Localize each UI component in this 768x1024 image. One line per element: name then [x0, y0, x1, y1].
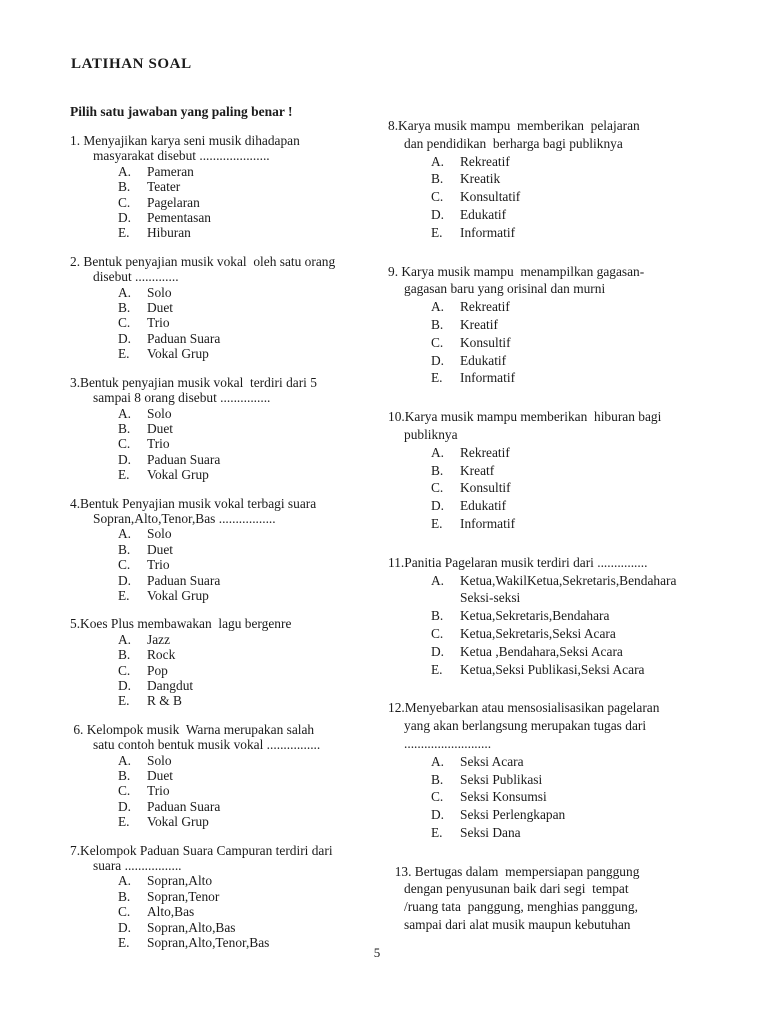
question: [70, 616, 384, 708]
option-text: [147, 164, 384, 179]
question-text: 13. Bertugas dalam mempersiapan panggung: [388, 863, 640, 879]
question-text: 7.Kelompok Paduan Suara Campuran terdiri dari: [70, 842, 333, 858]
option-text: [147, 799, 384, 814]
option-letter: B.: [118, 179, 131, 195]
option-text: [147, 889, 384, 904]
answer-option: [388, 771, 742, 789]
option-text-line: Rekreatif: [460, 444, 510, 460]
answer-option: [70, 783, 384, 798]
question-text: 4.Bentuk Penyajian musik vokal terbagi suara: [70, 495, 317, 511]
option-letter: E.: [431, 370, 443, 386]
option-letter: D.: [118, 330, 132, 346]
option-text-line: Solo: [147, 752, 172, 768]
option-text: [147, 179, 384, 194]
answer-option: [388, 369, 742, 387]
option-text: [147, 346, 384, 361]
question: [70, 843, 384, 951]
question: [70, 496, 384, 604]
question: [388, 863, 742, 934]
option-letter: C.: [431, 625, 444, 641]
question-text: 3.Bentuk penyajian musik vokal terdiri dari 5: [70, 374, 317, 390]
option-text: [460, 188, 742, 206]
option-text-line: Sopran,Alto,Bas: [147, 919, 236, 935]
option-letter: D.: [118, 451, 132, 467]
option-text: [147, 573, 384, 588]
option-text-line: Edukatif: [460, 498, 507, 514]
option-text-line: Seksi Konsumsi: [460, 789, 547, 805]
option-letter: B.: [431, 608, 444, 624]
question: [388, 263, 742, 388]
option-text-line: Vokal Grup: [147, 814, 209, 830]
answer-option: [388, 625, 742, 643]
option-text: [147, 542, 384, 557]
answer-option: [388, 643, 742, 661]
option-text: [460, 607, 742, 625]
answer-option: [70, 542, 384, 557]
option-letter: B.: [118, 541, 131, 557]
question: [388, 554, 742, 679]
answer-option: [388, 806, 742, 824]
option-letter: B.: [431, 462, 444, 478]
option-text-line: Ketua,WakilKetua,Sekretaris,Bendahara: [460, 572, 677, 588]
answer-option: [70, 315, 384, 330]
option-text: [147, 663, 384, 678]
option-text: [460, 771, 742, 789]
option-text-line: Rock: [147, 647, 176, 663]
answer-option: [388, 462, 742, 480]
option-text-line: Hiburan: [147, 225, 191, 241]
option-letter: C.: [118, 557, 131, 573]
answer-option: [70, 452, 384, 467]
answer-option: [388, 788, 742, 806]
answer-option: [70, 195, 384, 210]
answer-option: [388, 515, 742, 533]
answer-option: [388, 497, 742, 515]
option-letter: C.: [431, 480, 444, 496]
answer-option: [70, 814, 384, 829]
option-text: [460, 479, 742, 497]
option-text-line: Seksi Dana: [460, 824, 521, 840]
option-letter: E.: [118, 225, 130, 241]
answer-option: [70, 526, 384, 541]
option-letter: E.: [431, 661, 443, 677]
option-text: [460, 462, 742, 480]
question-text: disebut .............: [93, 269, 179, 285]
option-letter: D.: [431, 807, 445, 823]
option-text-line: Vokal Grup: [147, 346, 209, 362]
question-text: 8.Karya musik mampu memberikan pelajaran: [388, 118, 640, 133]
option-letter: C.: [431, 189, 444, 205]
answer-option: [70, 557, 384, 572]
option-text-line: Ketua,Sekretaris,Seksi Acara: [460, 625, 616, 641]
right-column: [388, 117, 742, 955]
answer-option: [388, 753, 742, 771]
option-text-line: Trio: [147, 315, 170, 331]
question-text: sampai dari alat musik maupun kebutuhan: [404, 917, 631, 933]
option-text-line: Sopran,Alto,Tenor,Bas: [147, 935, 270, 951]
option-text: [460, 170, 742, 188]
option-text-line: Kreatik: [460, 171, 501, 187]
question-text: suara .................: [93, 858, 182, 874]
option-text-line: Informatif: [460, 224, 516, 240]
question-text: dan pendidikan berharga bagi publiknya: [404, 135, 623, 151]
option-text: [460, 206, 742, 224]
option-text-line: Seksi Perlengkapan: [460, 807, 566, 823]
answer-option: [388, 298, 742, 316]
option-text: [147, 904, 384, 919]
option-text-line: Solo: [147, 405, 172, 421]
question-text: 1. Menyajikan karya seni musik dihadapan: [70, 133, 300, 148]
option-text-line: Paduan Suara: [147, 572, 221, 588]
option-text: [147, 814, 384, 829]
option-text: [460, 497, 742, 515]
question-text: Sopran,Alto,Tenor,Bas .................: [93, 510, 276, 526]
option-letter: C.: [118, 783, 131, 799]
question-text: satu contoh bentuk musik vokal ................: [93, 737, 321, 753]
option-letter: A.: [431, 153, 445, 169]
option-text: [147, 436, 384, 451]
option-text: [147, 300, 384, 315]
answer-option: [70, 873, 384, 888]
option-text-line: Duet: [147, 768, 174, 784]
option-text-line: Trio: [147, 436, 170, 452]
question: [388, 699, 742, 841]
option-text-line: Vokal Grup: [147, 587, 209, 603]
option-text: [147, 195, 384, 210]
option-letter: E.: [431, 824, 443, 840]
option-letter: A.: [118, 405, 132, 421]
option-letter: D.: [431, 498, 445, 514]
option-text: [460, 806, 742, 824]
answer-option: [388, 334, 742, 352]
option-text: [147, 526, 384, 541]
option-text-line: Konsultif: [460, 334, 511, 350]
option-text-line: Kreatif: [460, 316, 498, 332]
question-text: yang akan berlangsung merupakan tugas dari: [404, 718, 647, 734]
option-text: [460, 625, 742, 643]
answer-option: [70, 799, 384, 814]
option-text-line: Dangdut: [147, 678, 194, 693]
option-letter: E.: [118, 693, 130, 709]
option-letter: C.: [118, 904, 131, 920]
option-letter: C.: [118, 662, 131, 678]
question: [70, 722, 384, 830]
option-text-line: Pop: [147, 662, 168, 678]
option-letter: D.: [431, 643, 445, 659]
answer-option: [388, 206, 742, 224]
option-text-line: Ketua,Seksi Publikasi,Seksi Acara: [460, 661, 645, 677]
option-text: [460, 369, 742, 387]
option-text-line: Solo: [147, 284, 172, 300]
answer-option: [70, 210, 384, 225]
option-text: [460, 298, 742, 316]
option-text-line: Paduan Suara: [147, 451, 221, 467]
answer-option: [70, 663, 384, 678]
option-letter: A.: [431, 572, 445, 588]
option-text: [147, 421, 384, 436]
option-text: [147, 225, 384, 240]
page-title: LATIHAN SOAL: [71, 56, 192, 72]
option-letter: B.: [118, 420, 131, 436]
option-text-line: Seksi Acara: [460, 753, 524, 769]
question-text: ..........................: [404, 735, 492, 751]
answer-option: [70, 889, 384, 904]
answer-option: [388, 479, 742, 497]
option-letter: D.: [118, 210, 132, 226]
option-letter: D.: [118, 678, 132, 693]
question: [70, 375, 384, 483]
answer-option: [388, 444, 742, 462]
option-letter: D.: [118, 798, 132, 814]
option-text-line: Rekreatif: [460, 153, 510, 169]
answer-option: [70, 179, 384, 194]
option-text: [460, 316, 742, 334]
answer-option: [70, 331, 384, 346]
question: [70, 254, 384, 362]
option-text: [147, 920, 384, 935]
option-text: [147, 678, 384, 693]
option-text: [147, 783, 384, 798]
option-text-line: Vokal Grup: [147, 467, 209, 483]
option-text: [147, 588, 384, 603]
option-text: [460, 753, 742, 771]
option-text: [460, 643, 742, 661]
option-text: [460, 334, 742, 352]
option-text-line: Paduan Suara: [147, 330, 221, 346]
option-text-line: Rekreatif: [460, 299, 510, 315]
question: [388, 117, 742, 242]
answer-option: [70, 904, 384, 919]
option-text-line: R & B: [147, 693, 182, 709]
option-letter: C.: [118, 436, 131, 452]
option-letter: A.: [431, 444, 445, 460]
option-text-line: Edukatif: [460, 352, 507, 368]
option-text-line: Seksi-seksi: [460, 590, 521, 606]
option-text: [147, 467, 384, 482]
option-text-line: Solo: [147, 526, 172, 542]
answer-option: [70, 300, 384, 315]
option-letter: B.: [118, 888, 131, 904]
question: [388, 408, 742, 533]
question-text: 11.Panitia Pagelaran musik terdiri dari ...............: [388, 554, 648, 570]
answer-option: [388, 661, 742, 679]
option-text: [147, 693, 384, 708]
option-letter: D.: [431, 352, 445, 368]
answer-option: [388, 572, 742, 608]
answer-option: [388, 224, 742, 242]
question-text: sampai 8 orang disebut ...............: [93, 390, 271, 406]
option-letter: A.: [118, 284, 132, 300]
option-letter: B.: [431, 771, 444, 787]
answer-option: [70, 467, 384, 482]
option-letter: C.: [431, 334, 444, 350]
option-letter: E.: [118, 587, 130, 603]
option-letter: C.: [118, 315, 131, 331]
question-text: 5.Koes Plus membawakan lagu bergenre: [70, 616, 292, 632]
answer-option: [70, 647, 384, 662]
option-text: [460, 352, 742, 370]
option-text-line: Ketua ,Bendahara,Seksi Acara: [460, 643, 623, 659]
option-text-line: Teater: [147, 179, 181, 195]
option-letter: D.: [431, 206, 445, 222]
option-letter: A.: [431, 299, 445, 315]
answer-option: [70, 693, 384, 708]
option-text-line: Edukatif: [460, 206, 507, 222]
answer-option: [70, 406, 384, 421]
option-text-line: Sopran,Alto: [147, 873, 213, 889]
option-text: [147, 315, 384, 330]
answer-option: [70, 436, 384, 451]
option-text-line: Paduan Suara: [147, 798, 221, 814]
option-text-line: Konsultif: [460, 480, 511, 496]
option-letter: C.: [118, 194, 131, 210]
option-letter: D.: [118, 919, 132, 935]
answer-option: [388, 607, 742, 625]
option-letter: E.: [431, 224, 443, 240]
option-text: [460, 788, 742, 806]
option-text-line: Kreatf: [460, 462, 495, 478]
question-text: 12.Menyebarkan atau mensosialisasikan pagelaran: [388, 700, 660, 716]
answer-option: [70, 753, 384, 768]
option-text: [460, 224, 742, 242]
question-text: 6. Kelompok musik Warna merupakan salah: [70, 721, 315, 737]
option-text: [460, 153, 742, 171]
answer-option: [388, 316, 742, 334]
option-text: [147, 753, 384, 768]
option-text: [460, 661, 742, 679]
option-text: [147, 452, 384, 467]
option-letter: A.: [118, 631, 132, 647]
left-column: [70, 133, 384, 964]
option-text-line: Trio: [147, 557, 170, 573]
answer-option: [70, 678, 384, 693]
option-text: [147, 406, 384, 421]
option-letter: B.: [118, 647, 131, 663]
question-text: 10.Karya musik mampu memberikan hiburan bagi: [388, 409, 662, 425]
option-text-line: Konsultatif: [460, 189, 521, 205]
answer-option: [70, 632, 384, 647]
option-text-line: Seksi Publikasi: [460, 771, 543, 787]
instruction-text: Pilih satu jawaban yang paling benar !: [70, 104, 293, 119]
answer-option: [70, 768, 384, 783]
option-letter: E.: [431, 515, 443, 531]
option-letter: E.: [118, 935, 130, 951]
option-text: [460, 515, 742, 533]
option-text: [147, 331, 384, 346]
option-letter: A.: [118, 526, 132, 542]
answer-option: [388, 170, 742, 188]
option-letter: A.: [118, 873, 132, 889]
answer-option: [70, 573, 384, 588]
answer-option: [388, 153, 742, 171]
option-text-line: Pementasan: [147, 210, 211, 226]
option-text: [147, 647, 384, 662]
option-text: [147, 768, 384, 783]
option-text-line: Jazz: [147, 631, 171, 647]
answer-option: [70, 225, 384, 240]
question-text: 9. Karya musik mampu menampilkan gagasan-: [388, 263, 645, 279]
question-text: gagasan baru yang orisinal dan murni: [404, 281, 606, 297]
option-text-line: Alto,Bas: [147, 904, 195, 920]
answer-option: [70, 421, 384, 436]
option-letter: A.: [118, 163, 132, 179]
option-text-line: Pameran: [147, 163, 194, 179]
option-text-line: Sopran,Tenor: [147, 888, 220, 904]
option-text-line: Duet: [147, 300, 174, 316]
answer-option: [70, 164, 384, 179]
option-text: [147, 873, 384, 888]
option-letter: E.: [118, 467, 130, 483]
option-text-line: Informatif: [460, 370, 516, 386]
answer-option: [70, 920, 384, 935]
option-letter: D.: [118, 572, 132, 588]
option-text-line: Informatif: [460, 515, 516, 531]
option-letter: E.: [118, 814, 130, 830]
option-text-line: Pagelaran: [147, 194, 200, 210]
option-letter: C.: [431, 789, 444, 805]
option-text-line: Duet: [147, 541, 174, 557]
option-text-line: Duet: [147, 420, 174, 436]
answer-option: [70, 588, 384, 603]
page-number: 5: [373, 945, 381, 960]
option-letter: E.: [118, 346, 130, 362]
option-text-line: Ketua,Sekretaris,Bendahara: [460, 608, 610, 624]
question: [70, 133, 384, 241]
option-letter: A.: [118, 752, 132, 768]
option-letter: B.: [118, 768, 131, 784]
option-letter: B.: [431, 316, 444, 332]
question-text: masyarakat disebut .....................: [93, 148, 270, 164]
answer-option: [70, 346, 384, 361]
option-text-line: Trio: [147, 783, 170, 799]
answer-option: [388, 824, 742, 842]
option-text: [460, 444, 742, 462]
question-text: /ruang tata panggung, menghias panggung,: [404, 899, 638, 915]
answer-option: [388, 352, 742, 370]
option-text: [147, 632, 384, 647]
option-text: [460, 824, 742, 842]
option-text: [147, 210, 384, 225]
question-text: 2. Bentuk penyajian musik vokal oleh satu orang: [70, 253, 336, 269]
option-letter: B.: [431, 171, 444, 187]
option-letter: A.: [431, 753, 445, 769]
answer-option: [70, 285, 384, 300]
question-text: publiknya: [404, 426, 458, 442]
option-text: [147, 557, 384, 572]
option-letter: B.: [118, 300, 131, 316]
option-text: [147, 285, 384, 300]
answer-option: [388, 188, 742, 206]
question-text: dengan penyusunan baik dari segi tempat: [404, 881, 629, 897]
option-text: [460, 572, 742, 608]
